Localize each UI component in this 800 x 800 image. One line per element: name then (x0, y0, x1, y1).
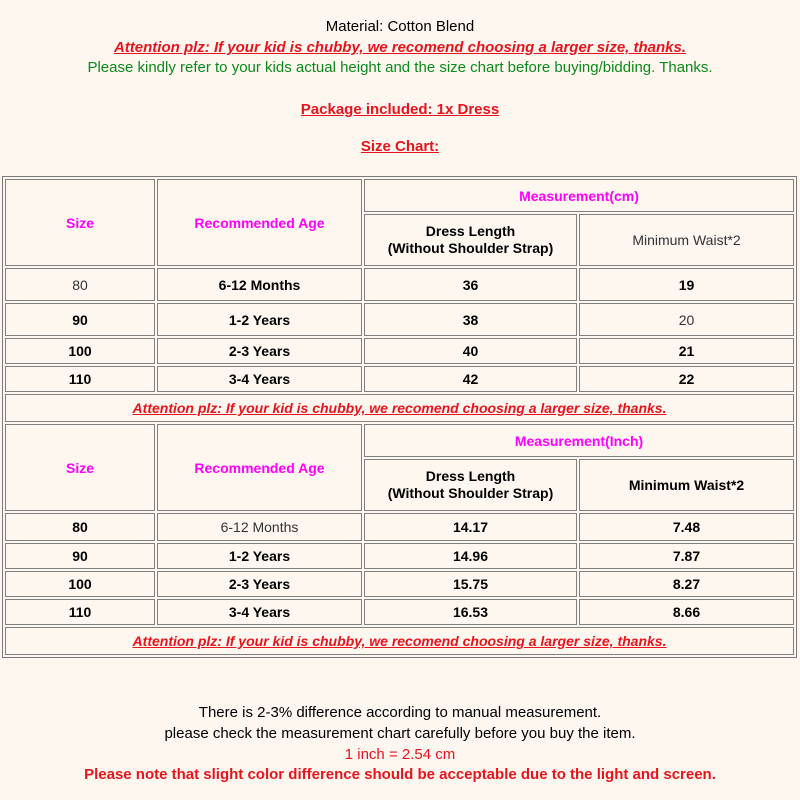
table-row (5, 366, 794, 392)
inch-age-cell: 3-4 Years (157, 599, 362, 625)
cm-age-cell: 2-3 Years (157, 338, 362, 364)
inch-waist-cell: 7.87 (579, 543, 794, 569)
cm-col-length-title: Dress Length (425, 223, 516, 239)
inch-age-cell: 1-2 Years (157, 543, 362, 569)
cm-age-cell: 3-4 Years (157, 366, 362, 392)
footer-line-4: Please note that slight color difference should be acceptable due to the light and screen. (84, 766, 716, 783)
inch-col-waist: Minimum Waist*2 (579, 459, 794, 511)
inch-col-length-sub: (Without Shoulder Strap) (387, 485, 554, 501)
table-row (5, 543, 794, 569)
attention-text: Attention plz: If your kid is chubby, we recomend choosing a larger size, thanks. (113, 39, 687, 56)
table-row (5, 513, 794, 541)
footer-line-2: please check the measurement chart carefully before you buy the item. (164, 725, 636, 742)
cm-col-waist: Minimum Waist*2 (579, 214, 794, 266)
inch-age-cell: 2-3 Years (157, 571, 362, 597)
inch-waist-cell: 7.48 (579, 513, 794, 541)
inch-size-cell: 90 (5, 543, 155, 569)
size-chart-title: Size Chart: (360, 138, 440, 155)
cm-waist-cell: 20 (579, 303, 794, 336)
cm-measurement-header: Measurement(cm) (364, 179, 794, 212)
inch-col-size: Size (5, 424, 155, 511)
inch-measurement-header: Measurement(Inch) (364, 424, 794, 457)
package-text: Package included: 1x Dress (300, 101, 500, 118)
cm-age-cell: 6-12 Months (157, 268, 362, 301)
material-text: Material: Cotton Blend (325, 18, 475, 35)
cm-col-length (364, 214, 577, 266)
footer-line-1: There is 2-3% difference according to manual measurement. (198, 704, 602, 721)
cm-size-cell: 80 (5, 268, 155, 301)
cm-length-cell: 36 (364, 268, 577, 301)
cm-size-cell: 110 (5, 366, 155, 392)
refer-text: Please kindly refer to your kids actual height and the size chart before buying/bidding. Thanks. (87, 59, 713, 76)
inch-length-cell: 14.96 (364, 543, 577, 569)
cm-col-length-sub: (Without Shoulder Strap) (387, 240, 554, 256)
cm-col-size: Size (5, 179, 155, 266)
inch-length-cell: 15.75 (364, 571, 577, 597)
inch-attention-note: Attention plz: If your kid is chubby, we recomend choosing a larger size, thanks. (5, 627, 794, 655)
inch-length-cell: 14.17 (364, 513, 577, 541)
table-row (5, 599, 794, 625)
cm-waist-cell: 22 (579, 366, 794, 392)
inch-length-cell: 16.53 (364, 599, 577, 625)
cm-length-cell: 40 (364, 338, 577, 364)
table-row (5, 338, 794, 364)
table-row (5, 268, 794, 301)
inch-waist-cell: 8.66 (579, 599, 794, 625)
footer-line-3: 1 inch = 2.54 cm (344, 746, 456, 763)
cm-length-cell: 38 (364, 303, 577, 336)
inch-size-cell: 80 (5, 513, 155, 541)
cm-col-age: Recommended Age (157, 179, 362, 266)
cm-size-cell: 100 (5, 338, 155, 364)
cm-length-cell: 42 (364, 366, 577, 392)
inch-age-cell: 6-12 Months (157, 513, 362, 541)
table-row (5, 571, 794, 597)
cm-size-cell: 90 (5, 303, 155, 336)
inch-size-cell: 100 (5, 571, 155, 597)
inch-waist-cell: 8.27 (579, 571, 794, 597)
inch-size-cell: 110 (5, 599, 155, 625)
inch-col-length-title: Dress Length (425, 468, 516, 484)
cm-waist-cell: 21 (579, 338, 794, 364)
inch-col-age: Recommended Age (157, 424, 362, 511)
cm-attention-note: Attention plz: If your kid is chubby, we recomend choosing a larger size, thanks. (5, 394, 794, 422)
table-row (5, 303, 794, 336)
size-table (2, 176, 797, 658)
cm-age-cell: 1-2 Years (157, 303, 362, 336)
cm-waist-cell: 19 (579, 268, 794, 301)
inch-col-length (364, 459, 577, 511)
